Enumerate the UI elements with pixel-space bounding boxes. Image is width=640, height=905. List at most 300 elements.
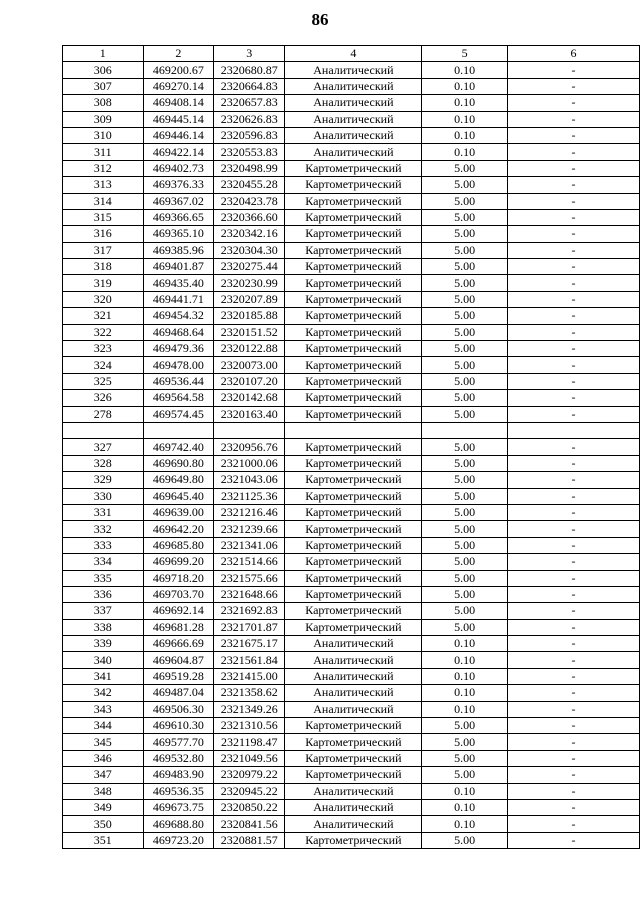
table-row	[63, 439, 640, 455]
method-cell: Картометрический	[285, 291, 422, 307]
point-number-cell: 349	[63, 799, 144, 815]
y-coordinate-cell: 2320151.52	[214, 324, 285, 340]
table-row	[63, 504, 640, 520]
accuracy-cell: 5.00	[422, 521, 507, 537]
x-coordinate-cell: 469742.40	[143, 439, 214, 455]
method-cell: Картометрический	[285, 504, 422, 520]
y-coordinate-cell: 2320956.76	[214, 439, 285, 455]
header-cell: 5	[422, 46, 507, 62]
y-coordinate-cell: 2320626.83	[214, 111, 285, 127]
method-cell: Аналитический	[285, 816, 422, 832]
accuracy-cell: 5.00	[422, 177, 507, 193]
accuracy-cell: 0.10	[422, 636, 507, 652]
description-cell: -	[507, 586, 639, 602]
method-cell: Картометрический	[285, 488, 422, 504]
point-number-cell: 308	[63, 95, 144, 111]
table-row	[63, 324, 640, 340]
table-body	[63, 62, 640, 849]
table-row	[63, 537, 640, 553]
y-coordinate-cell: 2321198.47	[214, 734, 285, 750]
description-cell: -	[507, 177, 639, 193]
table-row	[63, 799, 640, 815]
y-coordinate-cell: 2321216.46	[214, 504, 285, 520]
table-row	[63, 177, 640, 193]
table-row	[63, 422, 640, 438]
method-cell: Картометрический	[285, 570, 422, 586]
description-cell	[507, 422, 639, 438]
y-coordinate-cell: 2320553.83	[214, 144, 285, 160]
method-cell: Аналитический	[285, 62, 422, 78]
accuracy-cell: 5.00	[422, 586, 507, 602]
y-coordinate-cell	[214, 422, 285, 438]
header-cell: 4	[285, 46, 422, 62]
table-row	[63, 193, 640, 209]
description-cell: -	[507, 767, 639, 783]
point-number-cell: 333	[63, 537, 144, 553]
x-coordinate-cell: 469536.35	[143, 783, 214, 799]
point-number-cell: 311	[63, 144, 144, 160]
accuracy-cell: 5.00	[422, 472, 507, 488]
method-cell: Картометрический	[285, 734, 422, 750]
accuracy-cell: 5.00	[422, 390, 507, 406]
description-cell: -	[507, 193, 639, 209]
table-row	[63, 586, 640, 602]
point-number-cell: 337	[63, 603, 144, 619]
x-coordinate-cell: 469454.32	[143, 308, 214, 324]
method-cell: Картометрический	[285, 177, 422, 193]
method-cell: Картометрический	[285, 439, 422, 455]
point-number-cell: 336	[63, 586, 144, 602]
description-cell: -	[507, 636, 639, 652]
table-row	[63, 750, 640, 766]
point-number-cell: 310	[63, 127, 144, 143]
description-cell: -	[507, 521, 639, 537]
x-coordinate-cell: 469681.28	[143, 619, 214, 635]
description-cell: -	[507, 783, 639, 799]
method-cell: Картометрический	[285, 226, 422, 242]
accuracy-cell: 5.00	[422, 767, 507, 783]
description-cell: -	[507, 78, 639, 94]
description-cell: -	[507, 291, 639, 307]
accuracy-cell	[422, 422, 507, 438]
y-coordinate-cell: 2320596.83	[214, 127, 285, 143]
accuracy-cell: 0.10	[422, 652, 507, 668]
x-coordinate-cell: 469718.20	[143, 570, 214, 586]
description-cell: -	[507, 439, 639, 455]
table-row	[63, 357, 640, 373]
point-number-cell: 334	[63, 554, 144, 570]
point-number-cell: 338	[63, 619, 144, 635]
x-coordinate-cell: 469422.14	[143, 144, 214, 160]
point-number-cell: 321	[63, 308, 144, 324]
x-coordinate-cell: 469688.80	[143, 816, 214, 832]
description-cell: -	[507, 160, 639, 176]
x-coordinate-cell: 469367.02	[143, 193, 214, 209]
method-cell: Картометрический	[285, 455, 422, 471]
table-row	[63, 308, 640, 324]
method-cell: Картометрический	[285, 586, 422, 602]
x-coordinate-cell: 469692.14	[143, 603, 214, 619]
point-number-cell: 347	[63, 767, 144, 783]
method-cell: Картометрический	[285, 209, 422, 225]
point-number-cell: 342	[63, 685, 144, 701]
x-coordinate-cell: 469673.75	[143, 799, 214, 815]
x-coordinate-cell: 469645.40	[143, 488, 214, 504]
y-coordinate-cell: 2321561.84	[214, 652, 285, 668]
table-row	[63, 373, 640, 389]
description-cell: -	[507, 209, 639, 225]
accuracy-cell: 5.00	[422, 439, 507, 455]
y-coordinate-cell: 2320657.83	[214, 95, 285, 111]
table-row	[63, 226, 640, 242]
description-cell: -	[507, 750, 639, 766]
accuracy-cell: 5.00	[422, 455, 507, 471]
description-cell: -	[507, 537, 639, 553]
y-coordinate-cell: 2320275.44	[214, 259, 285, 275]
y-coordinate-cell: 2321701.87	[214, 619, 285, 635]
y-coordinate-cell: 2320850.22	[214, 799, 285, 815]
header-cell: 6	[507, 46, 639, 62]
table-row	[63, 668, 640, 684]
accuracy-cell: 5.00	[422, 619, 507, 635]
description-cell: -	[507, 504, 639, 520]
y-coordinate-cell: 2320163.40	[214, 406, 285, 422]
point-number-cell: 307	[63, 78, 144, 94]
table-row	[63, 406, 640, 422]
method-cell: Аналитический	[285, 685, 422, 701]
accuracy-cell: 5.00	[422, 504, 507, 520]
method-cell: Картометрический	[285, 324, 422, 340]
x-coordinate-cell: 469649.80	[143, 472, 214, 488]
table-row	[63, 816, 640, 832]
point-number-cell: 326	[63, 390, 144, 406]
accuracy-cell: 5.00	[422, 488, 507, 504]
point-number-cell: 322	[63, 324, 144, 340]
description-cell: -	[507, 718, 639, 734]
method-cell: Картометрический	[285, 160, 422, 176]
x-coordinate-cell: 469666.69	[143, 636, 214, 652]
accuracy-cell: 5.00	[422, 242, 507, 258]
method-cell: Аналитический	[285, 95, 422, 111]
description-cell: -	[507, 259, 639, 275]
table-row	[63, 390, 640, 406]
point-number-cell: 330	[63, 488, 144, 504]
y-coordinate-cell: 2321575.66	[214, 570, 285, 586]
method-cell: Аналитический	[285, 652, 422, 668]
x-coordinate-cell: 469574.45	[143, 406, 214, 422]
x-coordinate-cell: 469385.96	[143, 242, 214, 258]
description-cell: -	[507, 111, 639, 127]
point-number-cell	[63, 422, 144, 438]
x-coordinate-cell: 469604.87	[143, 652, 214, 668]
accuracy-cell: 0.10	[422, 799, 507, 815]
description-cell: -	[507, 488, 639, 504]
y-coordinate-cell: 2321310.56	[214, 718, 285, 734]
x-coordinate-cell: 469703.70	[143, 586, 214, 602]
table-row	[63, 832, 640, 848]
x-coordinate-cell: 469408.14	[143, 95, 214, 111]
y-coordinate-cell: 2320498.99	[214, 160, 285, 176]
header-row	[63, 46, 640, 62]
accuracy-cell: 5.00	[422, 209, 507, 225]
description-cell: -	[507, 406, 639, 422]
x-coordinate-cell: 469690.80	[143, 455, 214, 471]
method-cell: Аналитический	[285, 127, 422, 143]
y-coordinate-cell: 2321349.26	[214, 701, 285, 717]
description-cell: -	[507, 275, 639, 291]
method-cell: Аналитический	[285, 799, 422, 815]
x-coordinate-cell: 469479.36	[143, 341, 214, 357]
x-coordinate-cell: 469365.10	[143, 226, 214, 242]
method-cell: Картометрический	[285, 718, 422, 734]
point-number-cell: 319	[63, 275, 144, 291]
accuracy-cell: 5.00	[422, 718, 507, 734]
method-cell: Картометрический	[285, 832, 422, 848]
y-coordinate-cell: 2320122.88	[214, 341, 285, 357]
point-number-cell: 332	[63, 521, 144, 537]
point-number-cell: 327	[63, 439, 144, 455]
point-number-cell: 317	[63, 242, 144, 258]
table-row	[63, 652, 640, 668]
x-coordinate-cell: 469270.14	[143, 78, 214, 94]
table-row	[63, 291, 640, 307]
x-coordinate-cell: 469639.00	[143, 504, 214, 520]
y-coordinate-cell: 2320230.99	[214, 275, 285, 291]
y-coordinate-cell: 2321514.66	[214, 554, 285, 570]
point-number-cell: 328	[63, 455, 144, 471]
y-coordinate-cell: 2320304.30	[214, 242, 285, 258]
y-coordinate-cell: 2321000.06	[214, 455, 285, 471]
y-coordinate-cell: 2320455.28	[214, 177, 285, 193]
y-coordinate-cell: 2320979.22	[214, 767, 285, 783]
point-number-cell: 323	[63, 341, 144, 357]
y-coordinate-cell: 2321358.62	[214, 685, 285, 701]
table-row	[63, 127, 640, 143]
point-number-cell: 339	[63, 636, 144, 652]
point-number-cell: 320	[63, 291, 144, 307]
table-row	[63, 275, 640, 291]
accuracy-cell: 5.00	[422, 832, 507, 848]
x-coordinate-cell: 469376.33	[143, 177, 214, 193]
x-coordinate-cell: 469401.87	[143, 259, 214, 275]
point-number-cell: 315	[63, 209, 144, 225]
x-coordinate-cell: 469506.30	[143, 701, 214, 717]
description-cell: -	[507, 127, 639, 143]
description-cell: -	[507, 324, 639, 340]
table-row	[63, 160, 640, 176]
y-coordinate-cell: 2321341.06	[214, 537, 285, 553]
accuracy-cell: 0.10	[422, 111, 507, 127]
point-number-cell: 324	[63, 357, 144, 373]
table-row	[63, 78, 640, 94]
description-cell: -	[507, 226, 639, 242]
accuracy-cell: 5.00	[422, 406, 507, 422]
point-number-cell: 316	[63, 226, 144, 242]
table-row	[63, 144, 640, 160]
header-cell: 1	[63, 46, 144, 62]
table-row	[63, 783, 640, 799]
x-coordinate-cell: 469441.71	[143, 291, 214, 307]
y-coordinate-cell: 2321043.06	[214, 472, 285, 488]
table-row	[63, 767, 640, 783]
point-number-cell: 335	[63, 570, 144, 586]
accuracy-cell: 5.00	[422, 226, 507, 242]
table-row	[63, 62, 640, 78]
point-number-cell: 314	[63, 193, 144, 209]
point-number-cell: 312	[63, 160, 144, 176]
point-number-cell: 344	[63, 718, 144, 734]
description-cell: -	[507, 242, 639, 258]
accuracy-cell: 0.10	[422, 95, 507, 111]
x-coordinate-cell: 469610.30	[143, 718, 214, 734]
y-coordinate-cell: 2321239.66	[214, 521, 285, 537]
description-cell: -	[507, 95, 639, 111]
accuracy-cell: 5.00	[422, 324, 507, 340]
point-number-cell: 306	[63, 62, 144, 78]
y-coordinate-cell: 2321125.36	[214, 488, 285, 504]
x-coordinate-cell: 469446.14	[143, 127, 214, 143]
accuracy-cell: 0.10	[422, 78, 507, 94]
description-cell: -	[507, 832, 639, 848]
description-cell: -	[507, 701, 639, 717]
description-cell: -	[507, 373, 639, 389]
x-coordinate-cell: 469200.67	[143, 62, 214, 78]
accuracy-cell: 5.00	[422, 341, 507, 357]
point-number-cell: 278	[63, 406, 144, 422]
x-coordinate-cell: 469519.28	[143, 668, 214, 684]
method-cell: Картометрический	[285, 308, 422, 324]
description-cell: -	[507, 570, 639, 586]
table-row	[63, 209, 640, 225]
table-row	[63, 685, 640, 701]
y-coordinate-cell: 2320423.78	[214, 193, 285, 209]
x-coordinate-cell: 469564.58	[143, 390, 214, 406]
description-cell: -	[507, 816, 639, 832]
page-number: 86	[311, 10, 329, 29]
accuracy-cell: 5.00	[422, 750, 507, 766]
x-coordinate-cell: 469478.00	[143, 357, 214, 373]
y-coordinate-cell: 2320945.22	[214, 783, 285, 799]
x-coordinate-cell: 469577.70	[143, 734, 214, 750]
accuracy-cell: 5.00	[422, 357, 507, 373]
coordinates-table	[62, 45, 640, 849]
method-cell: Картометрический	[285, 341, 422, 357]
method-cell	[285, 422, 422, 438]
method-cell: Картометрический	[285, 259, 422, 275]
point-number-cell: 340	[63, 652, 144, 668]
accuracy-cell: 5.00	[422, 308, 507, 324]
y-coordinate-cell: 2320342.16	[214, 226, 285, 242]
y-coordinate-cell: 2320185.88	[214, 308, 285, 324]
y-coordinate-cell: 2320142.68	[214, 390, 285, 406]
method-cell: Аналитический	[285, 783, 422, 799]
method-cell: Аналитический	[285, 144, 422, 160]
x-coordinate-cell: 469699.20	[143, 554, 214, 570]
method-cell: Картометрический	[285, 357, 422, 373]
y-coordinate-cell: 2320881.57	[214, 832, 285, 848]
accuracy-cell: 0.10	[422, 62, 507, 78]
point-number-cell: 343	[63, 701, 144, 717]
table-header	[63, 46, 640, 62]
description-cell: -	[507, 357, 639, 373]
table-row	[63, 259, 640, 275]
y-coordinate-cell: 2320207.89	[214, 291, 285, 307]
point-number-cell: 346	[63, 750, 144, 766]
point-number-cell: 318	[63, 259, 144, 275]
y-coordinate-cell: 2321415.00	[214, 668, 285, 684]
method-cell: Картометрический	[285, 750, 422, 766]
accuracy-cell: 5.00	[422, 291, 507, 307]
description-cell: -	[507, 308, 639, 324]
method-cell: Картометрический	[285, 373, 422, 389]
x-coordinate-cell: 469723.20	[143, 832, 214, 848]
table-row	[63, 455, 640, 471]
point-number-cell: 329	[63, 472, 144, 488]
table-row	[63, 472, 640, 488]
x-coordinate-cell: 469536.44	[143, 373, 214, 389]
table-row	[63, 488, 640, 504]
accuracy-cell: 0.10	[422, 816, 507, 832]
y-coordinate-cell: 2321049.56	[214, 750, 285, 766]
description-cell: -	[507, 554, 639, 570]
accuracy-cell: 5.00	[422, 259, 507, 275]
y-coordinate-cell: 2321692.83	[214, 603, 285, 619]
accuracy-cell: 5.00	[422, 275, 507, 291]
header-cell: 2	[143, 46, 214, 62]
method-cell: Аналитический	[285, 701, 422, 717]
method-cell: Картометрический	[285, 521, 422, 537]
y-coordinate-cell: 2320073.00	[214, 357, 285, 373]
table-row	[63, 701, 640, 717]
x-coordinate-cell: 469435.40	[143, 275, 214, 291]
x-coordinate-cell: 469445.14	[143, 111, 214, 127]
accuracy-cell: 5.00	[422, 373, 507, 389]
table-row	[63, 341, 640, 357]
point-number-cell: 325	[63, 373, 144, 389]
x-coordinate-cell: 469487.04	[143, 685, 214, 701]
y-coordinate-cell: 2321648.66	[214, 586, 285, 602]
header-cell: 3	[214, 46, 285, 62]
method-cell: Картометрический	[285, 406, 422, 422]
method-cell: Картометрический	[285, 242, 422, 258]
table-row	[63, 734, 640, 750]
accuracy-cell: 5.00	[422, 554, 507, 570]
point-number-cell: 345	[63, 734, 144, 750]
x-coordinate-cell: 469366.65	[143, 209, 214, 225]
description-cell: -	[507, 685, 639, 701]
x-coordinate-cell	[143, 422, 214, 438]
accuracy-cell: 0.10	[422, 783, 507, 799]
accuracy-cell: 0.10	[422, 127, 507, 143]
accuracy-cell: 5.00	[422, 160, 507, 176]
x-coordinate-cell: 469685.80	[143, 537, 214, 553]
y-coordinate-cell: 2320680.87	[214, 62, 285, 78]
method-cell: Картометрический	[285, 275, 422, 291]
point-number-cell: 313	[63, 177, 144, 193]
description-cell: -	[507, 62, 639, 78]
accuracy-cell: 5.00	[422, 193, 507, 209]
method-cell: Картометрический	[285, 554, 422, 570]
table-row	[63, 95, 640, 111]
accuracy-cell: 5.00	[422, 570, 507, 586]
description-cell: -	[507, 472, 639, 488]
method-cell: Картометрический	[285, 537, 422, 553]
description-cell: -	[507, 799, 639, 815]
accuracy-cell: 0.10	[422, 685, 507, 701]
method-cell: Картометрический	[285, 390, 422, 406]
point-number-cell: 351	[63, 832, 144, 848]
method-cell: Картометрический	[285, 193, 422, 209]
